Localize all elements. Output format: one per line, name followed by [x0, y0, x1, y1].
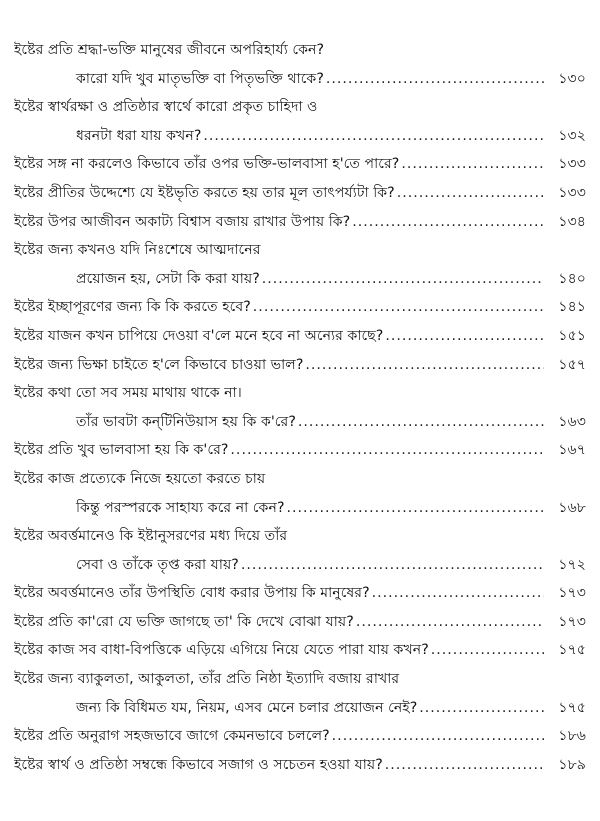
toc-entry-text: ইষ্টের প্রতি কা'রো যে ভক্তি জাগছে তা' কি দেখে বোঝা যায়? [14, 613, 354, 630]
toc-entry [14, 293, 586, 322]
toc-entry [14, 436, 586, 465]
toc-entry [14, 322, 586, 351]
toc-entry-last-line [14, 208, 586, 237]
dot-leader [241, 551, 544, 580]
toc-entry [14, 150, 586, 179]
dot-leader [286, 494, 544, 523]
toc-entry-text: প্রয়োজন হয়, সেটা কি করা যায়? [76, 270, 260, 287]
dot-leader [401, 150, 544, 179]
toc-entry-last-line [14, 150, 586, 179]
dot-leader [298, 408, 544, 437]
toc-entry-last-line [14, 293, 586, 322]
toc-entry-last-line [14, 408, 586, 437]
dot-leader [305, 351, 544, 380]
toc-entry-last-line [14, 694, 586, 723]
toc-page-number: ১৩৩ [558, 184, 586, 201]
dot-leader [332, 722, 544, 751]
toc-entry-last-line [14, 494, 586, 523]
toc-entry-text: ইষ্টের প্রীতির উদ্দেশ্যে যে ইষ্টভৃতি করতে হয় তার মূল তাৎপর্য্যটা কি? [14, 184, 395, 201]
toc-list [14, 36, 586, 779]
toc-entry-text: কারো যদি খুব মাতৃভক্তি বা পিতৃভক্তি থাকে? [76, 70, 324, 87]
toc-entry [14, 93, 586, 150]
toc-entry-text: ইষ্টের প্রতি খুব ভালবাসা হয় কি ক'রে? [14, 442, 229, 459]
toc-entry-line: ইষ্টের জন্য ব্যাকুলতা, আকুলতা, তাঁর প্রতি নিষ্ঠা ইত্যাদি বজায় রাখার [14, 671, 400, 688]
dot-leader [372, 579, 544, 608]
toc-page-number: ১৪০ [558, 270, 586, 287]
dot-leader [326, 65, 544, 94]
dot-leader [253, 293, 544, 322]
toc-entry [14, 208, 586, 237]
toc-entry-last-line [14, 122, 586, 151]
toc-page-number: ১৬৭ [558, 442, 586, 459]
toc-entry-text: ইষ্টের প্রতি অনুরাগ সহজভাবে জাগে কেমনভাবে চললে? [14, 728, 330, 745]
toc-page-number: ১৭২ [558, 556, 586, 573]
toc-entry-text: ইষ্টের যাজন কখন চাপিয়ে দেওয়া ব'লে মনে হবে না অন্যের কাছে? [14, 327, 384, 344]
toc-page-number: ১৮৬ [558, 728, 586, 745]
toc-entry-text: ইষ্টের উপর আজীবন অকাট্য বিশ্বাস বজায় রাখার উপায় কি? [14, 213, 351, 230]
toc-entry-last-line [14, 179, 586, 208]
toc-entry-last-line [14, 722, 586, 751]
toc-entry [14, 665, 586, 722]
toc-page-number: ১৩২ [558, 127, 586, 144]
toc-entry-text: সেবা ও তাঁকে তৃপ্ত করা যায়? [76, 556, 239, 573]
toc-entry-last-line [14, 751, 586, 780]
toc-page-number: ১৮৯ [558, 756, 586, 773]
dot-leader [262, 265, 544, 294]
toc-page-number: ১৩৪ [558, 213, 586, 230]
toc-entry [14, 579, 586, 608]
dot-leader [397, 179, 544, 208]
toc-entry [14, 351, 586, 380]
toc-entry-line: ইষ্টের অবর্ত্তমানেও কি ইষ্টানুসরণের মধ্য দিয়ে তাঁর [14, 528, 288, 545]
toc-entry-last-line [14, 436, 586, 465]
toc-page-number: ১৫৭ [558, 356, 586, 373]
toc-entry-text: ইষ্টের অবর্ত্তমানেও তাঁর উপস্থিতি বোধ করার উপায় কি মানুষের? [14, 585, 370, 602]
toc-entry-last-line [14, 551, 586, 580]
toc-page-number: ১৬৮ [558, 499, 586, 516]
toc-entry-line: ইষ্টের কাজ প্রত্যেকে নিজে হয়তো করতে চায় [14, 470, 266, 487]
toc-entry [14, 236, 586, 293]
toc-page-number: ১৭৩ [558, 585, 586, 602]
dot-leader [385, 751, 544, 780]
dot-leader [419, 694, 544, 723]
toc-entry [14, 379, 586, 436]
dot-leader [431, 636, 544, 665]
toc-entry [14, 608, 586, 637]
toc-entry-last-line [14, 322, 586, 351]
dot-leader [230, 436, 544, 465]
dot-leader [352, 208, 544, 237]
toc-entry-line: ইষ্টের প্রতি শ্রদ্ধা-ভক্তি মানুষের জীবনে অপরিহার্য্য কেন? [14, 42, 325, 58]
dot-leader [385, 322, 544, 351]
toc-entry-line: ইষ্টের কথা তো সব সময় মাথায় থাকে না। [14, 385, 242, 402]
toc-entry [14, 522, 586, 579]
toc-entry [14, 751, 586, 780]
toc-entry [14, 36, 586, 93]
toc-page-number: ১৫১ [558, 327, 586, 344]
toc-entry-last-line [14, 608, 586, 637]
toc-entry [14, 465, 586, 522]
toc-entry-text: ইষ্টের কাজ সব বাধা-বিপত্তিকে এড়িয়ে এগিয়ে নিয়ে যেতে পারা যায় কখন? [14, 642, 429, 659]
toc-entry-text: তাঁর ভাবটা কন্‌টিনিউয়াস হয় কি ক'রে? [76, 413, 296, 430]
toc-page-number: ১৩৩ [558, 156, 586, 173]
toc-entry [14, 179, 586, 208]
toc-entry [14, 636, 586, 665]
toc-entry-text: ধরনটা ধরা যায় কখন? [76, 127, 202, 144]
toc-entry-last-line [14, 265, 586, 294]
toc-page-number: ১৪১ [558, 299, 586, 316]
toc-entry-text: ইষ্টের জন্য ভিক্ষা চাইতে হ'লে কিভাবে চাওয়া ভাল? [14, 356, 304, 373]
toc-entry [14, 722, 586, 751]
toc-entry-line: ইষ্টের জন্য কখনও যদি নিঃশেষে আত্মদানের [14, 242, 261, 259]
dot-leader [203, 122, 544, 151]
toc-entry-text: জন্য কি বিধিমত যম, নিয়ম, এসব মেনে চলার প্রয়োজন নেই? [76, 699, 418, 716]
toc-entry-text: ইষ্টের স্বার্থ ও প্রতিষ্ঠা সম্বন্ধে কিভাবে সজাগ ও সচেতন হওয়া যায়? [14, 756, 383, 773]
toc-page-number: ১৭৫ [558, 699, 586, 716]
toc-entry-last-line [14, 636, 586, 665]
toc-entry-last-line [14, 65, 586, 94]
toc-entry-text: ইষ্টের ইচ্ছাপূরণের জন্য কি কি করতে হবে? [14, 299, 251, 316]
toc-page-number: ১৬৩ [558, 413, 586, 430]
toc-entry-last-line [14, 351, 586, 380]
toc-entry-text: ইষ্টের সঙ্গ না করলেও কিভাবে তাঁর ওপর ভক্তি-ভালবাসা হ'তে পারে? [14, 156, 400, 173]
toc-entry-line: ইষ্টের স্বার্থরক্ষা ও প্রতিষ্ঠার স্বার্থে কারো প্রকৃত চাহিদা ও [14, 99, 318, 116]
dot-leader [356, 608, 544, 637]
toc-entry-text: কিন্তু পরস্পরকে সাহায্য করে না কেন? [76, 499, 285, 516]
toc-page-number: ১৩০ [558, 70, 586, 87]
toc-entry-last-line [14, 579, 586, 608]
toc-page-number: ১৭৩ [558, 613, 586, 630]
toc-page-number: ১৭৫ [558, 642, 586, 659]
